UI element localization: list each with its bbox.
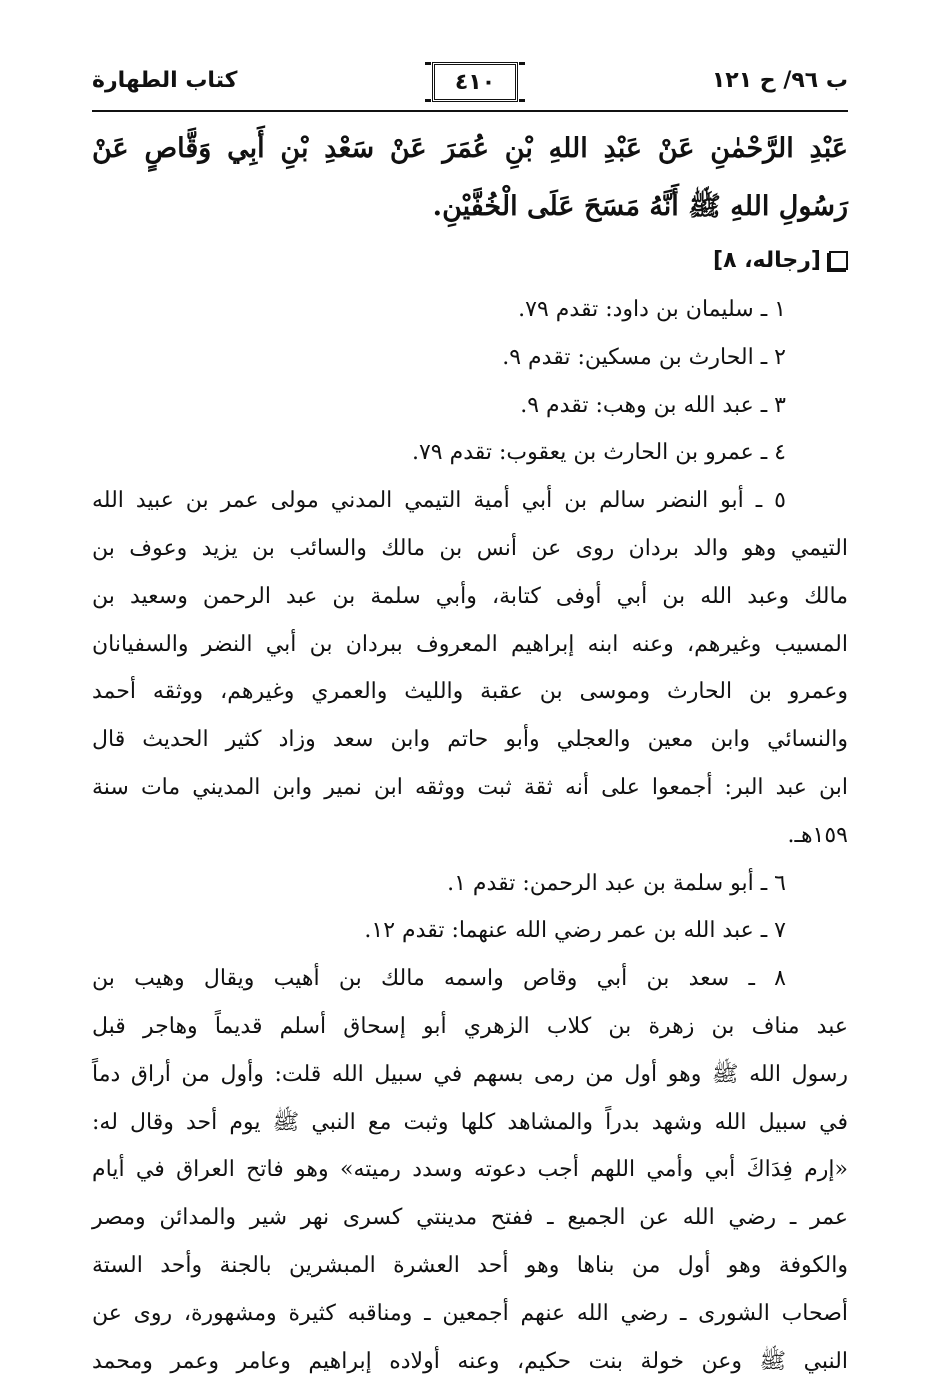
narrator-line: المسيب وغيرهم، وعنه ابنه إبراهيم المعروف ببردان بن أبي النضر والسفيانان — [92, 631, 848, 657]
page-number: ٤١٠ — [432, 62, 518, 102]
section-title: [رجاله، ٨] — [713, 248, 821, 273]
narrator-line: والنسائي وابن معين والعجلي وأبو حاتم وابن سعد وزاد كثير الحديث قال — [92, 727, 848, 753]
narrator-line: أصحاب الشورى ـ رضي الله عنهم أجمعين ـ ومناقبه كثيرة ومشهورة، روى عن — [92, 1300, 848, 1326]
narrator-line: ٥ ـ أبو النضر سالم بن أبي أمية التيمي المدني مولى عمر بن عبيد الله — [92, 488, 786, 514]
section-heading — [713, 248, 848, 273]
square-bullet-icon — [829, 251, 848, 270]
narrator-line: النبي ﷺ وعن خولة بنت حكيم، وعنه أولاده إبراهيم وعامر وعمر ومحمد — [92, 1348, 849, 1374]
narrator-line: في سبيل الله وشهد بدراً والمشاهد كلها وثبت مع النبي ﷺ يوم أحد وقال له: — [92, 1109, 848, 1135]
narrator-line: والكوفة وهو أول من بناها وهو أحد العشرة المبشرين بالجنة وأحد الستة — [92, 1252, 848, 1278]
narrator-line: ٦ ـ أبو سلمة بن عبد الرحمن: تقدم ١. — [447, 870, 786, 896]
narrator-line: التيمي وهو والد بردان روى عن أنس بن مالك والسائب بن يزيد وعوف بن — [92, 535, 848, 561]
narrator-line: عبد مناف بن زهرة بن كلاب الزهري أبو إسحاق أسلم قديماً وهاجر قبل — [92, 1013, 848, 1039]
narrator-line: رسول الله ﷺ وهو أول من رمى بسهم في سبيل الله قلت: وأول من أراق دماً — [92, 1061, 848, 1087]
page-header — [92, 62, 848, 108]
narrator-line: ١ ـ سليمان بن داود: تقدم ٧٩. — [518, 297, 786, 322]
narrator-line: عمر ـ رضي الله عن الجميع ـ ففتح مدينتي كسرى نهر شير والمدائن ومصر — [92, 1205, 848, 1231]
header-rule — [92, 110, 848, 112]
book-title: كتاب الطهارة — [92, 68, 238, 93]
chapter-reference: ب ٩٦/ ح ١٢١ — [711, 68, 848, 93]
hadith-text: عَبْدِ الرَّحْمٰنِ عَنْ عَبْدِ اللهِ بْنِ عُمَرَ عَنْ سَعْدِ بْنِ أَبِي وَقَّاصٍ عَنْ رَسُولِ اللهِ ﷺ أَنَّهُ مَسَحَ عَلَى الْخُفَّيْنِ. — [92, 133, 848, 222]
narrator-line: ٢ ـ الحارث بن مسكين: تقدم ٩. — [502, 344, 786, 370]
narrators-body — [92, 286, 848, 1385]
narrator-line: ٣ ـ عبد الله بن وهب: تقدم ٩. — [520, 392, 786, 418]
narrator-line: ابن عبد البر: أجمعوا على أنه ثقة ثبت ووثقه ابن نمير وابن المديني مات سنة — [92, 774, 848, 800]
narrator-line: ٧ ـ عبد الله بن عمر رضي الله عنهما: تقدم ١٢. — [364, 918, 786, 944]
narrator-line: ٨ ـ سعد بن أبي وقاص واسمه مالك بن أهيب ويقال وهيب بن — [92, 966, 786, 992]
narrator-line: «إرم فِدَاكَ أبي وأمي اللهم أجب دعوته وسدد رميته» وهو فاتح العراق في أيام — [92, 1157, 848, 1183]
narrator-line: ٤ ـ عمرو بن الحارث بن يعقوب: تقدم ٧٩. — [411, 440, 786, 466]
narrator-line: ١٥٩هـ. — [787, 822, 848, 848]
narrator-line: مالك وعبد الله بن أبي أوفى كتابة، وأبي سلمة بن عبد الرحمن وسعيد بن — [92, 583, 848, 609]
narrator-line: وعمرو بن الحارث وموسى بن عقبة والليث والعمري وغيرهم، ووثقه أحمد — [92, 679, 848, 705]
